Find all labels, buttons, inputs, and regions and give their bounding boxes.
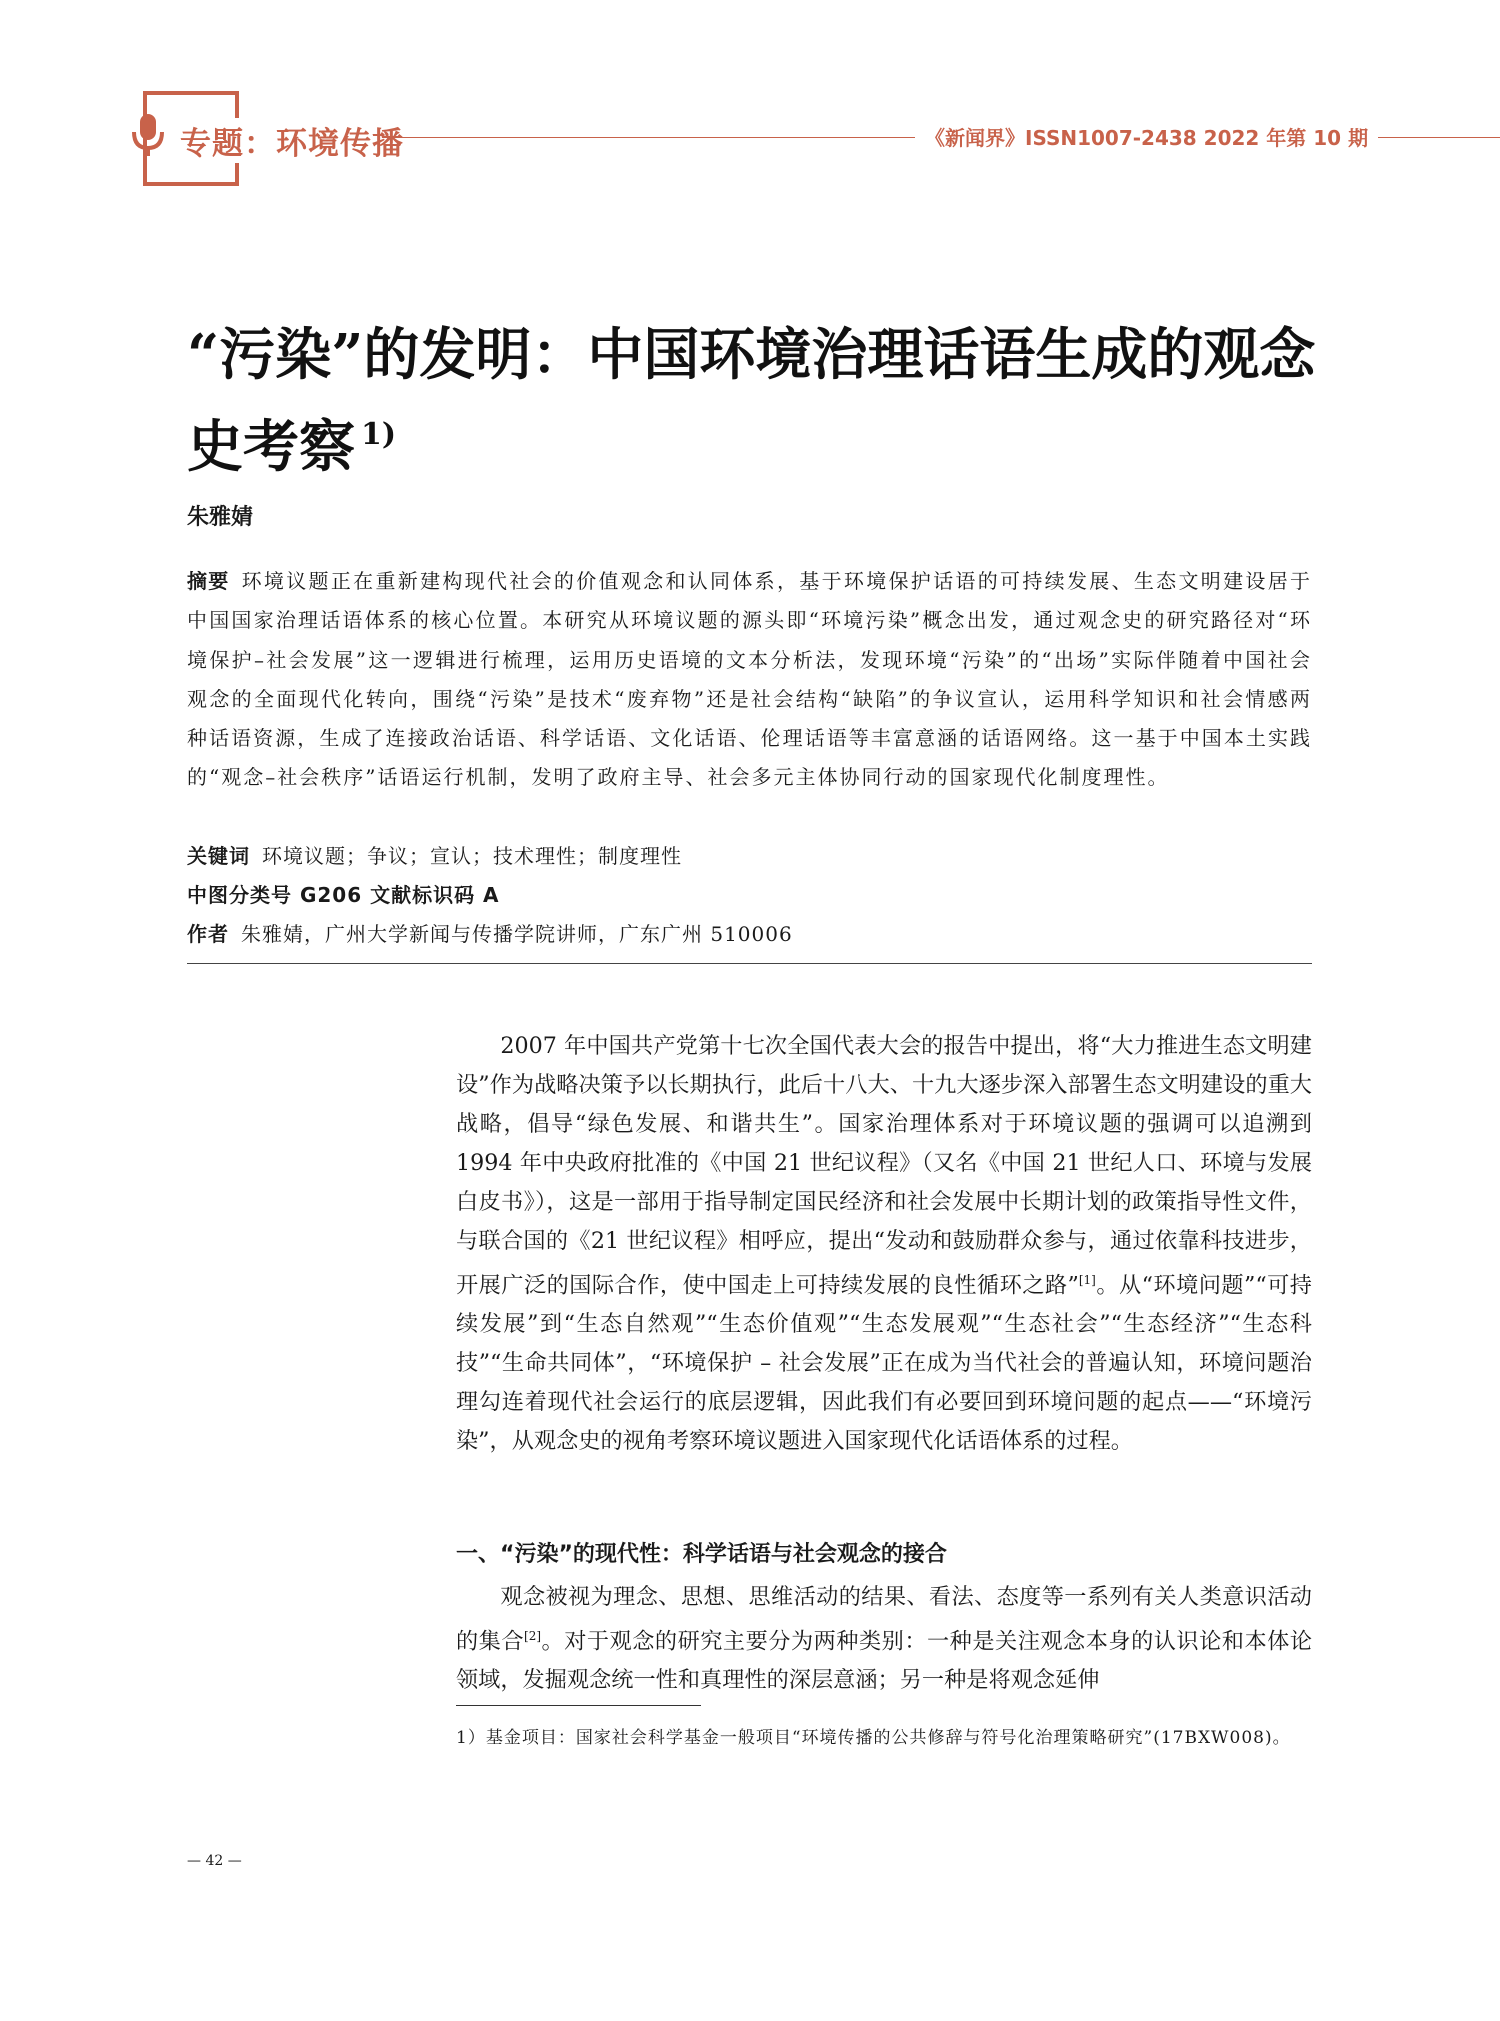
classification-text: 中图分类号 G206 文献标识码 A [187,883,500,907]
body-paragraph-2-cont: 。对于观念的研究主要分为两种类别：一种是关注观念本身的认识论和本体论领域，发掘观念统一性和真理性的深层意涵；另一种是将观念延伸 [456,1628,1313,1694]
citation-ref-1[interactable]: [1] [1078,1273,1096,1287]
keywords-label: 关键词 [187,844,250,868]
footnote: 1）基金项目：国家社会科学基金一般项目“环境传播的公共修辞与符号化治理策略研究”(17BXW008)。 [456,1728,1291,1748]
footnote-divider [456,1705,701,1706]
abstract-label: 摘要 [187,569,230,593]
title-footnote-marker[interactable]: 1) [361,417,397,452]
body-paragraph-1-cont: 。从“环境问题”“可持续发展”到“生态自然观”“生态价值观”“生态发展观”“生态社会”“生态经济”“生态科技”“生命共同体”，“环境保护 – 社会发展”正在成为当代社会的普遍认知，环境问题治理勾连着现代社会运行的底层逻辑，因此我们有必要回到环境问题的起点——“环境污染”，从观念史的视角考察环境议题进入国家现代化话语体系的过程。 [456,1272,1312,1455]
body-paragraph-1 [456,1027,1312,1461]
keywords [187,840,682,869]
abstract-text: 环境议题正在重新建构现代社会的价值观念和认同体系，基于环境保护话语的可持续发展、生态文明建设居于中国国家治理话语体系的核心位置。本研究从环境议题的源头即“环境污染”概念出发，通过观念史的研究路径对“环境保护–社会发展”这一逻辑进行梳理，运用历史语境的文本分析法，发现环境“污染”的“出场”实际伴随着中国社会观念的全面现代化转向，围绕“污染”是技术“废弃物”还是社会结构“缺陷”的争议宣认，运用科学知识和社会情感两种话语资源，生成了连接政治话语、科学话语、文化话语、伦理话语等丰富意涵的话语网络。这一基于中国本土实践的“观念–社会秩序”话语运行机制，发明了政府主导、社会多元主体协同行动的国家现代化制度理性。 [187,569,1313,790]
body-paragraph-2 [456,1578,1312,1700]
author-info-text: 朱雅婧，广州大学新闻与传播学院讲师，广东广州 510006 [241,922,793,946]
citation-ref-2[interactable]: [2] [524,1629,542,1643]
microphone-icon [128,112,168,158]
author-info-label: 作者 [187,922,229,946]
article-title-text: “污染”的发明：中国环境治理话语生成的观念史考察 [187,322,1316,480]
header-journal-info: 《新闻界》ISSN1007-2438 2022 年第 10 期 [915,122,1378,151]
keywords-text: 环境议题；争议；宣认；技术理性；制度理性 [262,844,682,868]
page-number: — 42 — [187,1853,242,1869]
author-info [187,918,793,947]
classification [187,879,500,908]
section-heading-1: 一、“污染”的现代性：科学话语与社会观念的接合 [456,1542,947,1567]
article-title [187,315,1327,487]
body-paragraph-1-text: 2007 年中国共产党第十七次全国代表大会的报告中提出，将“大力推进生态文明建设”作为战略决策予以长期执行，此后十八大、十九大逐步深入部署生态文明建设的重大战略，倡导“绿色发展、和谐共生”。国家治理体系对于环境议题的强调可以追溯到 1994 年中央政府批准的《中国 21 世纪议程》（又名《中国 21 世纪人口、环境与发展白皮书》），这是一部用于指导制定国民经济和社会发展中长期计划的政策指导性文件，与联合国的《21 世纪议程》相呼应，提出“发动和鼓励群众参与，通过依靠科技进步，开展广泛的国际合作，使中国走上可持续发展的良性循环之路” [456,1033,1312,1299]
header-topic: 专题：环境传播 [180,118,412,163]
abstract [187,562,1312,798]
body-paragraph-2-text: 观念被视为理念、思想、思维活动的结果、看法、态度等一系列有关人类意识活动的集合 [456,1584,1312,1655]
article-author: 朱雅婧 [187,505,254,530]
abstract-divider [187,963,1312,964]
